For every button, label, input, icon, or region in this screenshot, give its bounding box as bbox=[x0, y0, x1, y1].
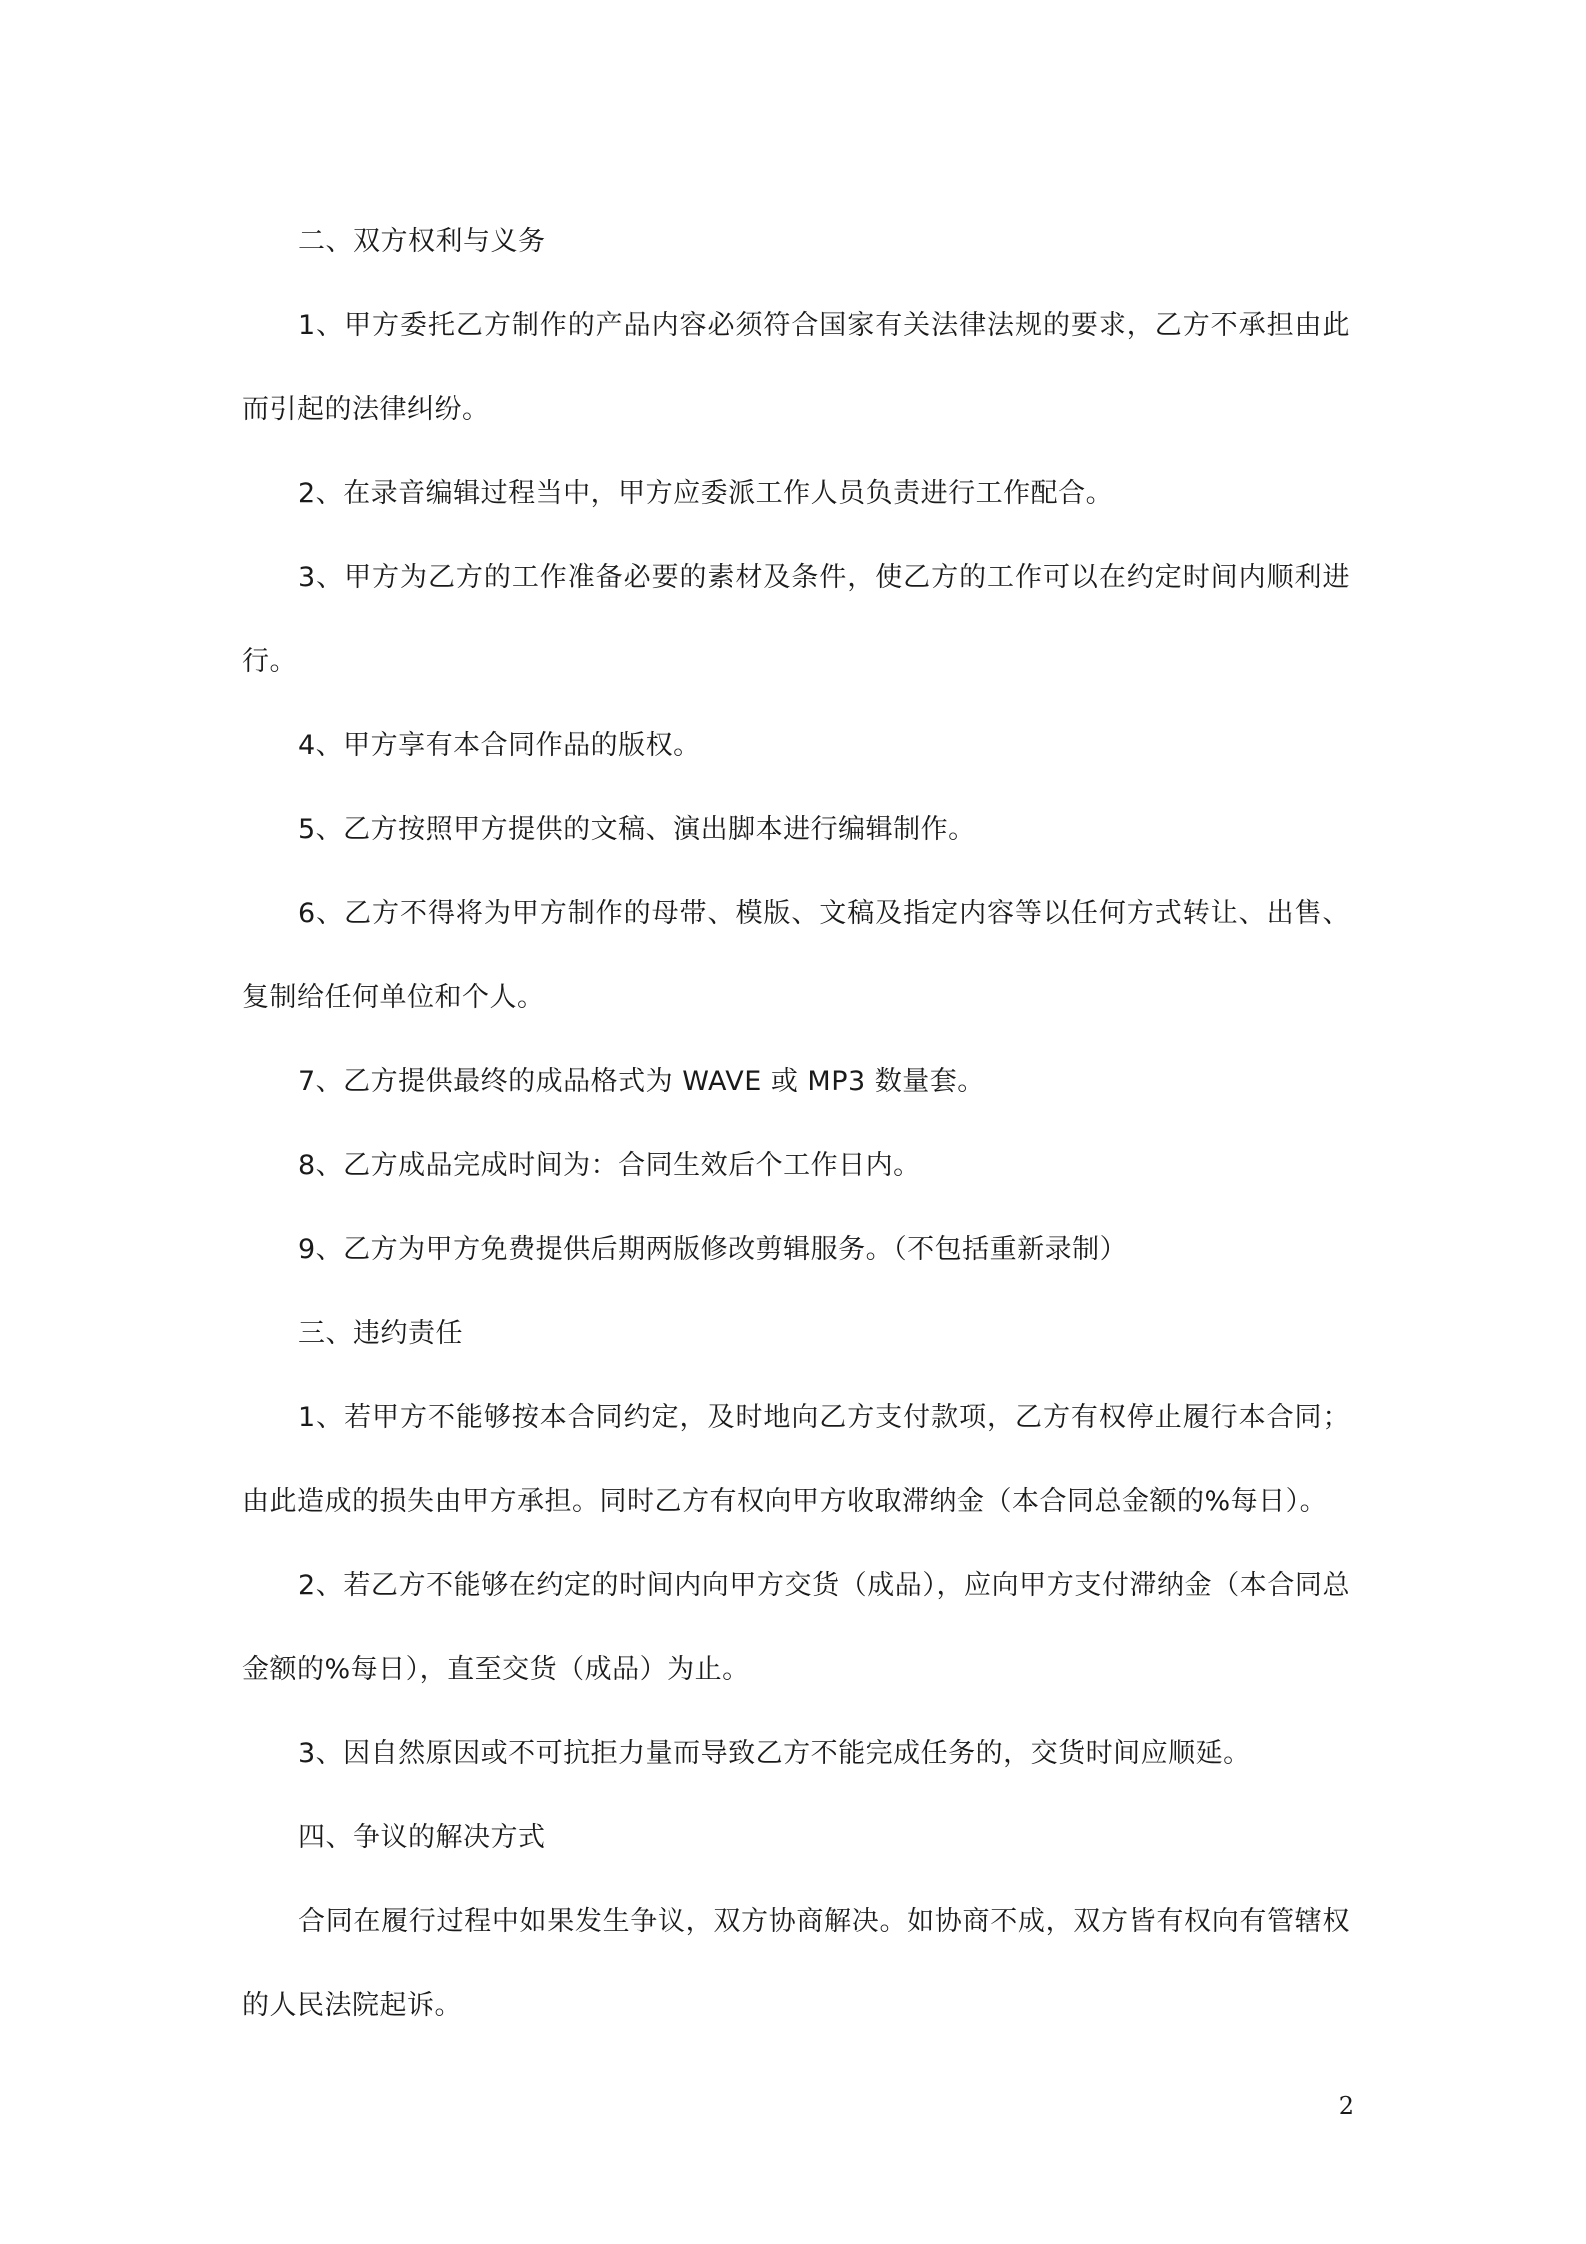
clause-2-6: 6、乙方不得将为甲方制作的母带、模版、文稿及指定内容等以任何方式转让、出售、复制给任何单位和个人。 bbox=[242, 898, 1350, 1013]
clause-2-5: 5、乙方按照甲方提供的文稿、演出脚本进行编辑制作。 bbox=[298, 814, 976, 845]
clause-2-7: 7、乙方提供最终的成品格式为 WAVE 或 MP3 数量套。 bbox=[298, 1066, 985, 1097]
clause-2-8: 8、乙方成品完成时间为：合同生效后个工作日内。 bbox=[298, 1150, 921, 1181]
document-body bbox=[242, 200, 1350, 2048]
clause-2-1: 1、甲方委托乙方制作的产品内容必须符合国家有关法律法规的要求，乙方不承担由此而引起的法律纠纷。 bbox=[242, 310, 1350, 425]
clause-3-1: 1、若甲方不能够按本合同约定，及时地向乙方支付款项，乙方有权停止履行本合同；由此造成的损失由甲方承担。同时乙方有权向甲方收取滞纳金（本合同总金额的%每日）。 bbox=[242, 1402, 1350, 1517]
clause-3-3: 3、因自然原因或不可抗拒力量而导致乙方不能完成任务的，交货时间应顺延。 bbox=[298, 1738, 1251, 1769]
section-heading-rights: 二、双方权利与义务 bbox=[298, 226, 546, 257]
clause-4-1: 合同在履行过程中如果发生争议，双方协商解决。如协商不成，双方皆有权向有管辖权的人民法院起诉。 bbox=[242, 1906, 1350, 2021]
section-heading-breach: 三、违约责任 bbox=[298, 1318, 463, 1349]
clause-2-2: 2、在录音编辑过程当中，甲方应委派工作人员负责进行工作配合。 bbox=[298, 478, 1114, 509]
clause-3-2: 2、若乙方不能够在约定的时间内向甲方交货（成品），应向甲方支付滞纳金（本合同总金额的%每日），直至交货（成品）为止。 bbox=[242, 1570, 1350, 1685]
clause-2-4: 4、甲方享有本合同作品的版权。 bbox=[298, 730, 701, 761]
section-heading-disputes: 四、争议的解决方式 bbox=[298, 1822, 546, 1853]
clause-2-9: 9、乙方为甲方免费提供后期两版修改剪辑服务。（不包括重新录制） bbox=[298, 1234, 1128, 1265]
clause-2-3: 3、甲方为乙方的工作准备必要的素材及条件，使乙方的工作可以在约定时间内顺利进行。 bbox=[242, 562, 1350, 677]
page-number: 2 bbox=[1338, 2092, 1354, 2120]
